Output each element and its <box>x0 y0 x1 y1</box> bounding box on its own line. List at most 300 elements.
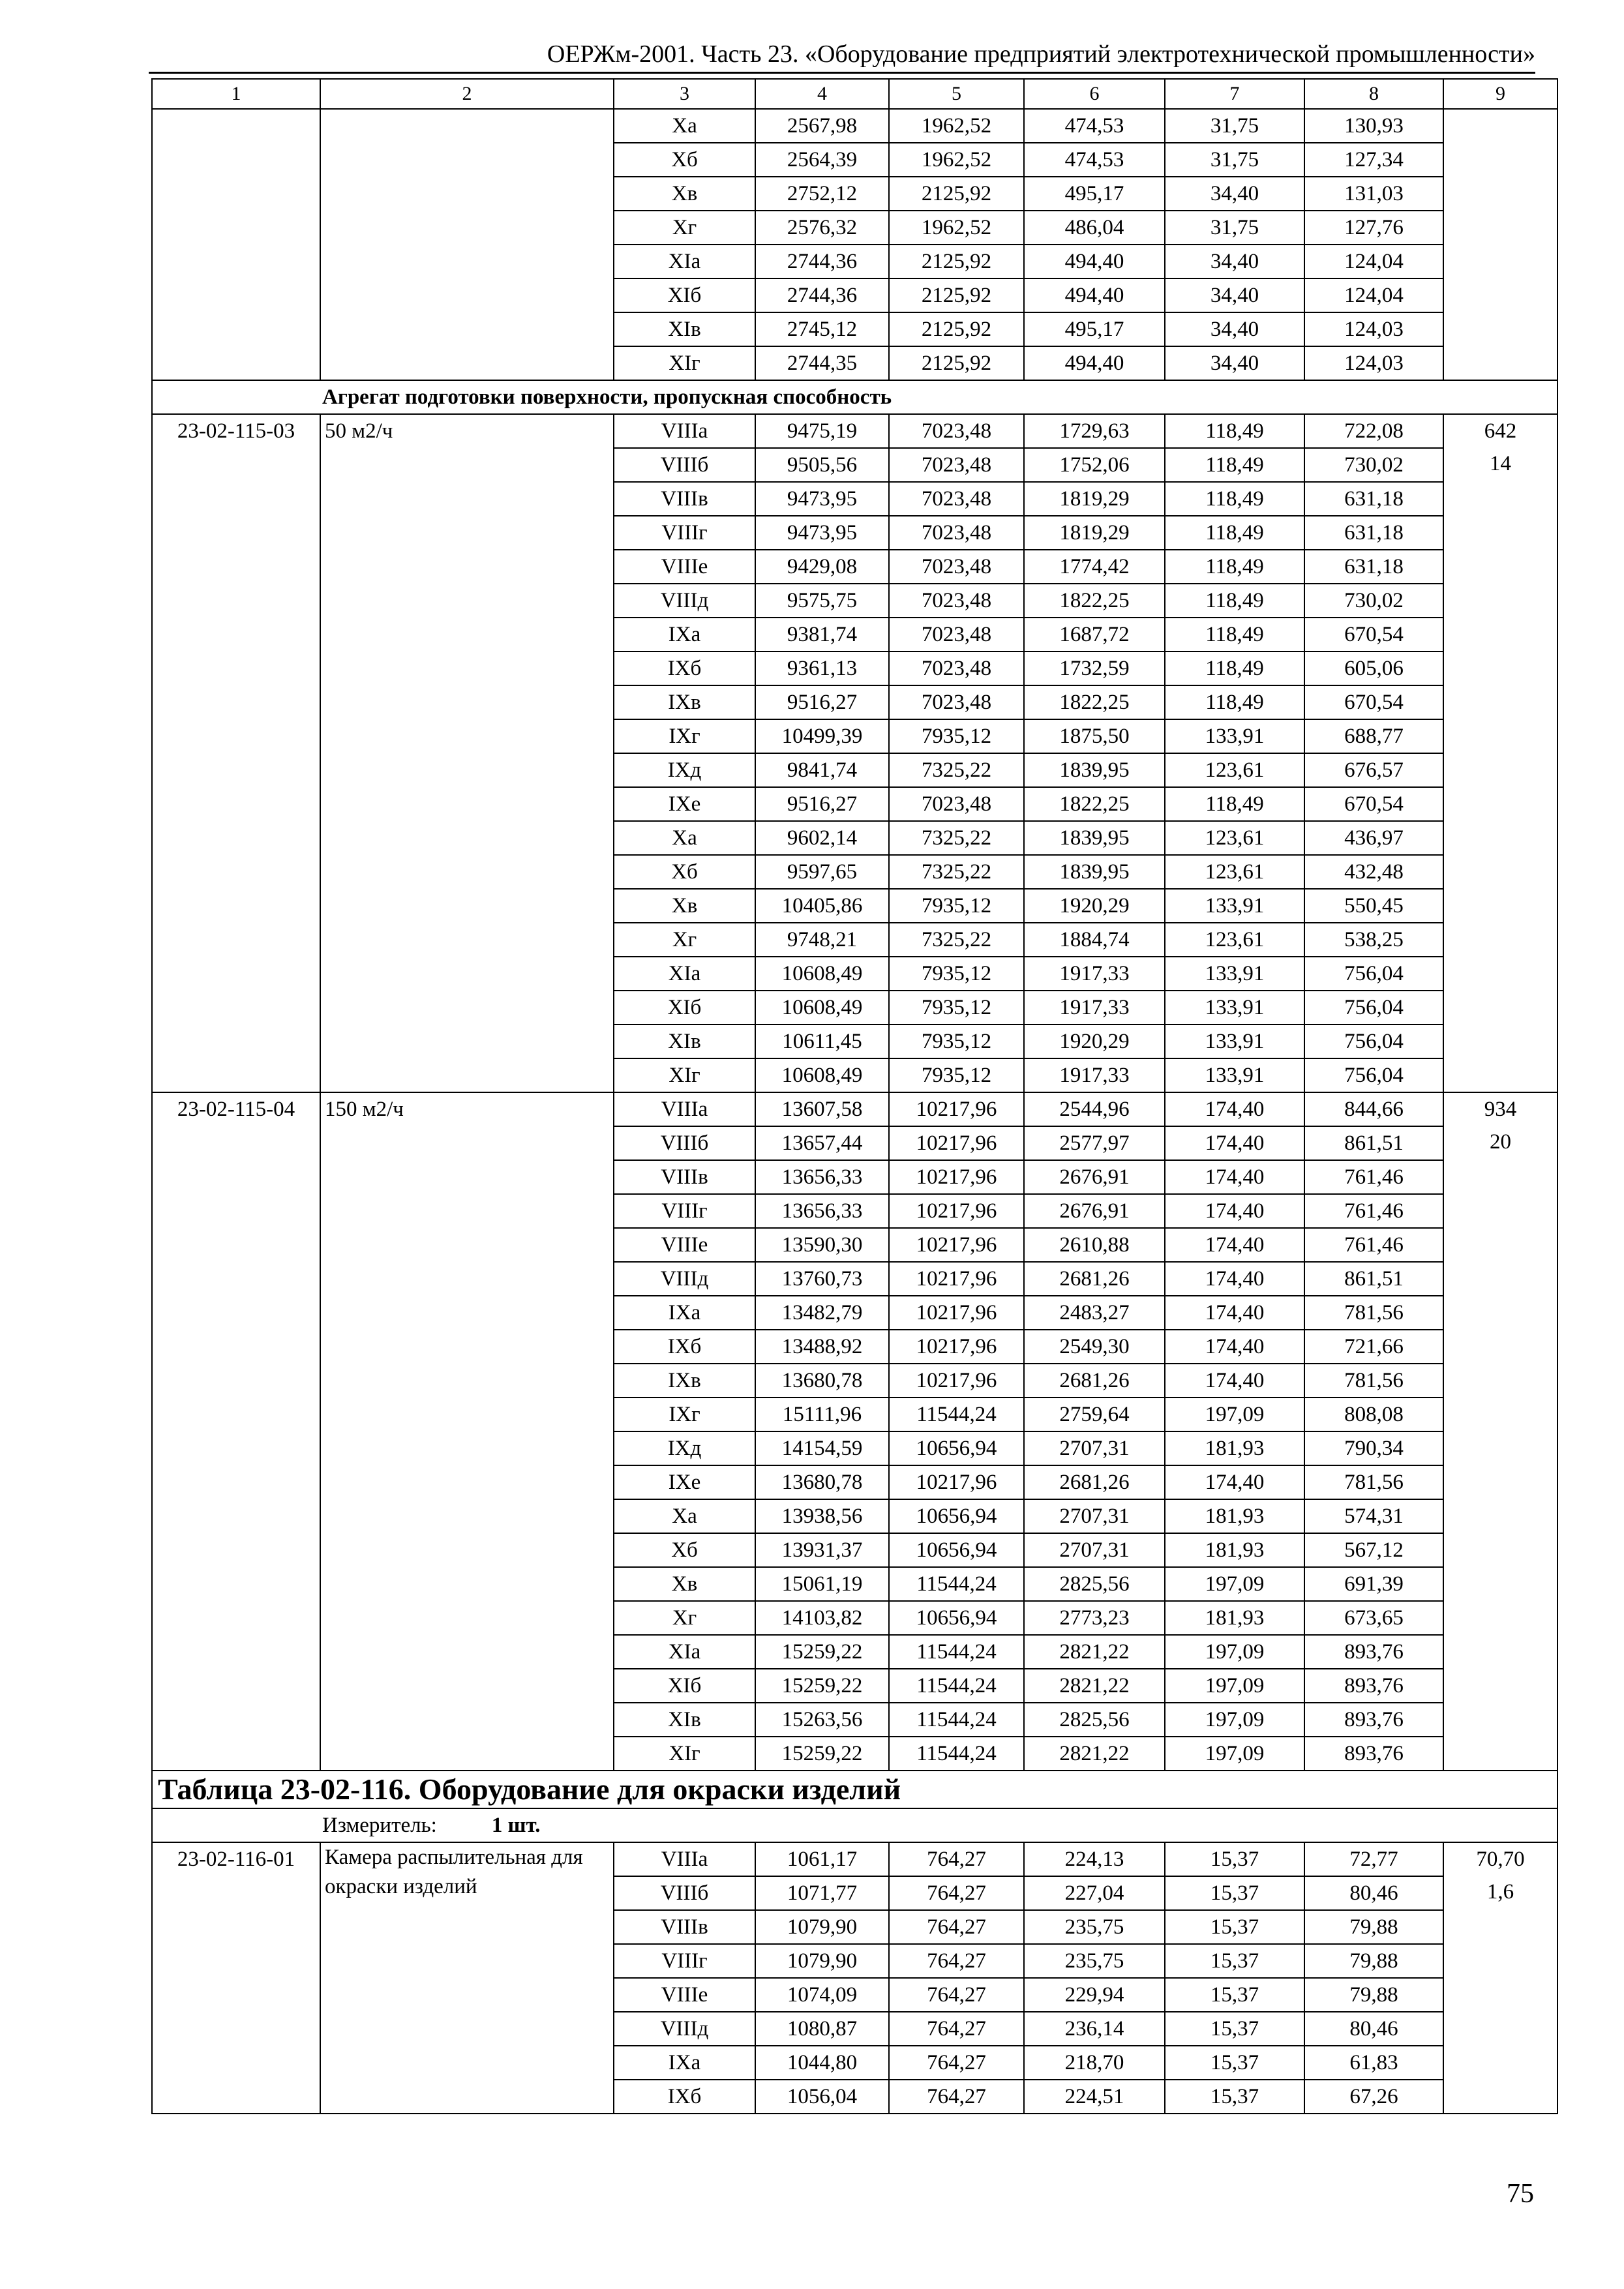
value-cell: 133,91 <box>1165 719 1304 753</box>
zone-cell: XIг <box>614 1058 755 1092</box>
value-cell: 235,75 <box>1024 1944 1165 1978</box>
value-cell: 1774,42 <box>1024 550 1165 584</box>
value-cell: 2567,98 <box>755 109 889 143</box>
column-number: 3 <box>614 79 755 109</box>
zone-cell: IXа <box>614 2046 755 2080</box>
value-cell: 10499,39 <box>755 719 889 753</box>
value-cell: 123,61 <box>1165 821 1304 855</box>
value-cell: 10656,94 <box>889 1431 1024 1465</box>
zone-cell: IXг <box>614 719 755 753</box>
value-cell: 9429,08 <box>755 550 889 584</box>
value-cell: 1819,29 <box>1024 516 1165 550</box>
value-cell: 15,37 <box>1165 1978 1304 2012</box>
value-cell: 1044,80 <box>755 2046 889 2080</box>
table-title: Таблица 23-02-116. Оборудование для окраски изделий <box>152 1771 1557 1808</box>
value-cell: 495,17 <box>1024 312 1165 346</box>
value-cell: 174,40 <box>1165 1126 1304 1160</box>
value-cell: 2610,88 <box>1024 1228 1165 1262</box>
value-cell: 1917,33 <box>1024 1058 1165 1092</box>
value-cell: 13607,58 <box>755 1092 889 1126</box>
value-cell: 9473,95 <box>755 482 889 516</box>
value-cell: 790,34 <box>1304 1431 1443 1465</box>
value-cell: 133,91 <box>1165 1025 1304 1058</box>
value-cell: 10608,49 <box>755 957 889 991</box>
value-cell: 2676,91 <box>1024 1160 1165 1194</box>
value-cell: 197,09 <box>1165 1737 1304 1771</box>
value-cell: 494,40 <box>1024 346 1165 380</box>
value-cell: 9602,14 <box>755 821 889 855</box>
value-cell: 2821,22 <box>1024 1669 1165 1703</box>
value-cell: 1687,72 <box>1024 618 1165 651</box>
value-cell: 13680,78 <box>755 1465 889 1499</box>
value-cell: 2544,96 <box>1024 1092 1165 1126</box>
value-cell: 197,09 <box>1165 1635 1304 1669</box>
value-cell: 15061,19 <box>755 1567 889 1601</box>
value-cell: 174,40 <box>1165 1194 1304 1228</box>
zone-cell: VIIIв <box>614 1160 755 1194</box>
value-cell: 7325,22 <box>889 821 1024 855</box>
zone-cell: XIв <box>614 312 755 346</box>
value-cell: 1752,06 <box>1024 448 1165 482</box>
zone-cell: VIIIв <box>614 1910 755 1944</box>
value-cell: 13482,79 <box>755 1296 889 1330</box>
zone-cell: XIб <box>614 991 755 1025</box>
value-cell: 7023,48 <box>889 550 1024 584</box>
value-cell: 174,40 <box>1165 1364 1304 1398</box>
value-cell: 1079,90 <box>755 1944 889 1978</box>
value-cell: 730,02 <box>1304 448 1443 482</box>
value-cell: 2576,32 <box>755 211 889 245</box>
value-cell: 1732,59 <box>1024 651 1165 685</box>
resource-cell <box>1443 1842 1557 2114</box>
value-cell: 761,46 <box>1304 1194 1443 1228</box>
value-cell: 34,40 <box>1165 312 1304 346</box>
value-cell: 10217,96 <box>889 1092 1024 1126</box>
value-cell: 130,93 <box>1304 109 1443 143</box>
zone-cell: XIв <box>614 1025 755 1058</box>
value-cell: 7325,22 <box>889 855 1024 889</box>
column-number: 9 <box>1443 79 1557 109</box>
value-cell: 9473,95 <box>755 516 889 550</box>
value-cell: 1071,77 <box>755 1876 889 1910</box>
column-number: 4 <box>755 79 889 109</box>
value-cell: 893,76 <box>1304 1669 1443 1703</box>
value-cell: 174,40 <box>1165 1296 1304 1330</box>
value-cell: 7023,48 <box>889 482 1024 516</box>
value-cell: 756,04 <box>1304 1025 1443 1058</box>
value-cell: 118,49 <box>1165 516 1304 550</box>
column-number: 6 <box>1024 79 1165 109</box>
value-cell: 9505,56 <box>755 448 889 482</box>
value-cell: 808,08 <box>1304 1398 1443 1431</box>
zone-cell: XIг <box>614 1737 755 1771</box>
value-cell: 432,48 <box>1304 855 1443 889</box>
value-cell: 31,75 <box>1165 211 1304 245</box>
page-header: ОЕРЖм-2001. Часть 23. «Оборудование предприятий электротехнической промышленности» <box>149 38 1535 74</box>
value-cell: 133,91 <box>1165 957 1304 991</box>
zone-cell: IXд <box>614 1431 755 1465</box>
value-cell: 1839,95 <box>1024 855 1165 889</box>
item-name <box>320 109 614 380</box>
table-title-row <box>152 1771 1557 1808</box>
value-cell: 764,27 <box>889 2080 1024 2114</box>
value-cell: 2681,26 <box>1024 1262 1165 1296</box>
value-cell: 538,25 <box>1304 923 1443 957</box>
value-cell: 1920,29 <box>1024 889 1165 923</box>
section-row <box>152 380 1557 414</box>
value-cell: 721,66 <box>1304 1330 1443 1364</box>
resource-cell <box>1443 109 1557 380</box>
value-cell: 10217,96 <box>889 1194 1024 1228</box>
resource-cell <box>1443 1092 1557 1771</box>
value-cell: 2483,27 <box>1024 1296 1165 1330</box>
value-cell: 1079,90 <box>755 1910 889 1944</box>
value-cell: 133,91 <box>1165 889 1304 923</box>
value-cell: 474,53 <box>1024 109 1165 143</box>
value-cell: 10217,96 <box>889 1262 1024 1296</box>
zone-cell: XIг <box>614 346 755 380</box>
value-cell: 474,53 <box>1024 143 1165 177</box>
value-cell: 764,27 <box>889 1944 1024 1978</box>
value-cell: 131,03 <box>1304 177 1443 211</box>
value-cell: 756,04 <box>1304 957 1443 991</box>
value-cell: 631,18 <box>1304 516 1443 550</box>
zone-cell: VIIIг <box>614 1194 755 1228</box>
value-cell: 2825,56 <box>1024 1703 1165 1737</box>
value-cell: 197,09 <box>1165 1669 1304 1703</box>
value-cell: 2564,39 <box>755 143 889 177</box>
value-cell: 124,04 <box>1304 245 1443 278</box>
value-cell: 79,88 <box>1304 1978 1443 2012</box>
value-cell: 764,27 <box>889 1978 1024 2012</box>
table-row <box>152 109 1557 143</box>
value-cell: 15259,22 <box>755 1669 889 1703</box>
value-cell: 197,09 <box>1165 1703 1304 1737</box>
value-cell: 676,57 <box>1304 753 1443 787</box>
zone-cell: VIIIд <box>614 2012 755 2046</box>
value-cell: 13488,92 <box>755 1330 889 1364</box>
value-cell: 10217,96 <box>889 1160 1024 1194</box>
zone-cell: IXе <box>614 787 755 821</box>
value-cell: 1884,74 <box>1024 923 1165 957</box>
value-cell: 2549,30 <box>1024 1330 1165 1364</box>
value-cell: 9361,13 <box>755 651 889 685</box>
value-cell: 2681,26 <box>1024 1465 1165 1499</box>
value-cell: 7023,48 <box>889 787 1024 821</box>
zone-cell: XIа <box>614 245 755 278</box>
value-cell: 1729,63 <box>1024 414 1165 448</box>
meter-cell <box>152 1808 1557 1842</box>
value-cell: 2821,22 <box>1024 1635 1165 1669</box>
table-row <box>152 1092 1557 1126</box>
column-number: 8 <box>1304 79 1443 109</box>
value-cell: 10608,49 <box>755 1058 889 1092</box>
value-cell: 764,27 <box>889 1876 1024 1910</box>
value-cell: 34,40 <box>1165 245 1304 278</box>
value-cell: 2773,23 <box>1024 1601 1165 1635</box>
value-cell: 691,39 <box>1304 1567 1443 1601</box>
value-cell: 118,49 <box>1165 414 1304 448</box>
value-cell: 34,40 <box>1165 346 1304 380</box>
value-cell: 730,02 <box>1304 584 1443 618</box>
value-cell: 7023,48 <box>889 516 1024 550</box>
value-cell: 34,40 <box>1165 278 1304 312</box>
value-cell: 2707,31 <box>1024 1499 1165 1533</box>
zone-cell: VIIIв <box>614 482 755 516</box>
value-cell: 61,83 <box>1304 2046 1443 2080</box>
zone-cell: IXе <box>614 1465 755 1499</box>
value-cell: 2707,31 <box>1024 1533 1165 1567</box>
column-number: 7 <box>1165 79 1304 109</box>
value-cell: 10656,94 <box>889 1533 1024 1567</box>
value-cell: 10405,86 <box>755 889 889 923</box>
value-cell: 9475,19 <box>755 414 889 448</box>
value-cell: 7023,48 <box>889 448 1024 482</box>
value-cell: 7023,48 <box>889 618 1024 651</box>
value-cell: 174,40 <box>1165 1262 1304 1296</box>
value-cell: 174,40 <box>1165 1330 1304 1364</box>
value-cell: 13656,33 <box>755 1160 889 1194</box>
value-cell: 118,49 <box>1165 685 1304 719</box>
column-number: 2 <box>320 79 614 109</box>
value-cell: 761,46 <box>1304 1160 1443 1194</box>
zone-cell: VIIIг <box>614 1944 755 1978</box>
value-cell: 436,97 <box>1304 821 1443 855</box>
value-cell: 9597,65 <box>755 855 889 889</box>
value-cell: 80,46 <box>1304 1876 1443 1910</box>
value-cell: 2125,92 <box>889 177 1024 211</box>
value-cell: 2744,36 <box>755 278 889 312</box>
value-cell: 861,51 <box>1304 1262 1443 1296</box>
value-cell: 1920,29 <box>1024 1025 1165 1058</box>
value-cell: 123,61 <box>1165 753 1304 787</box>
value-cell: 1962,52 <box>889 211 1024 245</box>
value-cell: 1074,09 <box>755 1978 889 2012</box>
value-cell: 31,75 <box>1165 109 1304 143</box>
value-cell: 11544,24 <box>889 1398 1024 1431</box>
item-code <box>152 109 320 380</box>
value-cell: 10217,96 <box>889 1465 1024 1499</box>
value-cell: 127,34 <box>1304 143 1443 177</box>
zone-cell: IXв <box>614 1364 755 1398</box>
value-cell: 34,40 <box>1165 177 1304 211</box>
value-cell: 118,49 <box>1165 787 1304 821</box>
value-cell: 781,56 <box>1304 1296 1443 1330</box>
zone-cell: VIIIб <box>614 448 755 482</box>
value-cell: 15,37 <box>1165 2012 1304 2046</box>
zone-cell: VIIIг <box>614 516 755 550</box>
value-cell: 197,09 <box>1165 1567 1304 1601</box>
value-cell: 844,66 <box>1304 1092 1443 1126</box>
resource-value: 642 <box>1484 419 1517 443</box>
value-cell: 861,51 <box>1304 1126 1443 1160</box>
item-code: 23-02-115-04 <box>152 1092 320 1771</box>
value-cell: 2577,97 <box>1024 1126 1165 1160</box>
value-cell: 1917,33 <box>1024 991 1165 1025</box>
value-cell: 181,93 <box>1165 1533 1304 1567</box>
value-cell: 10608,49 <box>755 991 889 1025</box>
value-cell: 10656,94 <box>889 1601 1024 1635</box>
zone-cell: VIIIд <box>614 584 755 618</box>
value-cell: 124,03 <box>1304 312 1443 346</box>
value-cell: 486,04 <box>1024 211 1165 245</box>
zone-cell: Xа <box>614 821 755 855</box>
zone-cell: XIа <box>614 957 755 991</box>
value-cell: 670,54 <box>1304 685 1443 719</box>
value-cell: 1056,04 <box>755 2080 889 2114</box>
value-cell: 133,91 <box>1165 1058 1304 1092</box>
value-cell: 670,54 <box>1304 618 1443 651</box>
item-name: 50 м2/ч <box>320 414 614 1092</box>
value-cell: 764,27 <box>889 2046 1024 2080</box>
value-cell: 7935,12 <box>889 1058 1024 1092</box>
value-cell: 236,14 <box>1024 2012 1165 2046</box>
value-cell: 13760,73 <box>755 1262 889 1296</box>
resource-value: 70,70 <box>1476 1848 1525 1871</box>
value-cell: 631,18 <box>1304 550 1443 584</box>
value-cell: 227,04 <box>1024 1876 1165 1910</box>
value-cell: 7023,48 <box>889 414 1024 448</box>
zone-cell: VIIIб <box>614 1126 755 1160</box>
zone-cell: Xв <box>614 177 755 211</box>
value-cell: 79,88 <box>1304 1910 1443 1944</box>
value-cell: 2707,31 <box>1024 1431 1165 1465</box>
zone-cell: IXа <box>614 618 755 651</box>
value-cell: 2825,56 <box>1024 1567 1165 1601</box>
value-cell: 13931,37 <box>755 1533 889 1567</box>
price-table <box>151 78 1558 2114</box>
resource-value: 14 <box>1490 452 1511 475</box>
zone-cell: Xб <box>614 143 755 177</box>
value-cell: 2752,12 <box>755 177 889 211</box>
zone-cell: VIIIа <box>614 1842 755 1876</box>
value-cell: 1822,25 <box>1024 584 1165 618</box>
value-cell: 7935,12 <box>889 957 1024 991</box>
resource-value: 1,6 <box>1486 1880 1514 1904</box>
value-cell: 7935,12 <box>889 889 1024 923</box>
value-cell: 567,12 <box>1304 1533 1443 1567</box>
value-cell: 124,04 <box>1304 278 1443 312</box>
zone-cell: VIIIб <box>614 1876 755 1910</box>
value-cell: 10217,96 <box>889 1330 1024 1364</box>
value-cell: 2125,92 <box>889 278 1024 312</box>
value-cell: 10217,96 <box>889 1228 1024 1262</box>
zone-cell: VIIIе <box>614 1228 755 1262</box>
value-cell: 893,76 <box>1304 1737 1443 1771</box>
value-cell: 781,56 <box>1304 1465 1443 1499</box>
page-number: 75 <box>1507 2179 1534 2209</box>
value-cell: 7935,12 <box>889 719 1024 753</box>
value-cell: 9516,27 <box>755 787 889 821</box>
value-cell: 15259,22 <box>755 1635 889 1669</box>
zone-cell: VIIIд <box>614 1262 755 1296</box>
value-cell: 13656,33 <box>755 1194 889 1228</box>
value-cell: 2125,92 <box>889 245 1024 278</box>
value-cell: 2821,22 <box>1024 1737 1165 1771</box>
value-cell: 1822,25 <box>1024 787 1165 821</box>
zone-cell: Xв <box>614 889 755 923</box>
value-cell: 2759,64 <box>1024 1398 1165 1431</box>
value-cell: 11544,24 <box>889 1669 1024 1703</box>
value-cell: 7325,22 <box>889 753 1024 787</box>
value-cell: 495,17 <box>1024 177 1165 211</box>
value-cell: 670,54 <box>1304 787 1443 821</box>
zone-cell: VIIIа <box>614 1092 755 1126</box>
value-cell: 494,40 <box>1024 278 1165 312</box>
value-cell: 133,91 <box>1165 991 1304 1025</box>
value-cell: 31,75 <box>1165 143 1304 177</box>
value-cell: 1819,29 <box>1024 482 1165 516</box>
value-cell: 1962,52 <box>889 109 1024 143</box>
value-cell: 1080,87 <box>755 2012 889 2046</box>
value-cell: 118,49 <box>1165 584 1304 618</box>
value-cell: 1962,52 <box>889 143 1024 177</box>
value-cell: 15,37 <box>1165 1944 1304 1978</box>
resource-cell <box>1443 414 1557 1092</box>
value-cell: 1839,95 <box>1024 753 1165 787</box>
value-cell: 15111,96 <box>755 1398 889 1431</box>
zone-cell: XIб <box>614 1669 755 1703</box>
meter-label: Измеритель: <box>322 1814 437 1837</box>
value-cell: 7325,22 <box>889 923 1024 957</box>
table-row <box>152 414 1557 448</box>
zone-cell: XIв <box>614 1703 755 1737</box>
zone-cell: IXв <box>614 685 755 719</box>
value-cell: 181,93 <box>1165 1499 1304 1533</box>
zone-cell: XIб <box>614 278 755 312</box>
value-cell: 80,46 <box>1304 2012 1443 2046</box>
value-cell: 1839,95 <box>1024 821 1165 855</box>
value-cell: 15263,56 <box>755 1703 889 1737</box>
value-cell: 218,70 <box>1024 2046 1165 2080</box>
value-cell: 15,37 <box>1165 2080 1304 2114</box>
table-row <box>152 1842 1557 1876</box>
value-cell: 197,09 <box>1165 1398 1304 1431</box>
value-cell: 2676,91 <box>1024 1194 1165 1228</box>
item-name: Камера распылительная для окраски изделий <box>320 1842 614 2114</box>
value-cell: 10217,96 <box>889 1126 1024 1160</box>
zone-cell: Xа <box>614 109 755 143</box>
value-cell: 1822,25 <box>1024 685 1165 719</box>
value-cell: 756,04 <box>1304 991 1443 1025</box>
zone-cell: Xг <box>614 1601 755 1635</box>
value-cell: 10656,94 <box>889 1499 1024 1533</box>
value-cell: 1061,17 <box>755 1842 889 1876</box>
column-number-row <box>152 79 1557 109</box>
value-cell: 124,03 <box>1304 346 1443 380</box>
zone-cell: Xв <box>614 1567 755 1601</box>
value-cell: 9381,74 <box>755 618 889 651</box>
value-cell: 11544,24 <box>889 1703 1024 1737</box>
zone-cell: IXг <box>614 1398 755 1431</box>
zone-cell: VIIIа <box>614 414 755 448</box>
value-cell: 72,77 <box>1304 1842 1443 1876</box>
value-cell: 118,49 <box>1165 550 1304 584</box>
zone-cell: Xг <box>614 923 755 957</box>
value-cell: 11544,24 <box>889 1635 1024 1669</box>
price-table-body <box>152 79 1557 2114</box>
value-cell: 7935,12 <box>889 1025 1024 1058</box>
value-cell: 224,51 <box>1024 2080 1165 2114</box>
value-cell: 10217,96 <box>889 1296 1024 1330</box>
value-cell: 10611,45 <box>755 1025 889 1058</box>
zone-cell: IXб <box>614 1330 755 1364</box>
zone-cell: IXб <box>614 651 755 685</box>
meter-row <box>152 1808 1557 1842</box>
value-cell: 605,06 <box>1304 651 1443 685</box>
value-cell: 9841,74 <box>755 753 889 787</box>
value-cell: 79,88 <box>1304 1944 1443 1978</box>
